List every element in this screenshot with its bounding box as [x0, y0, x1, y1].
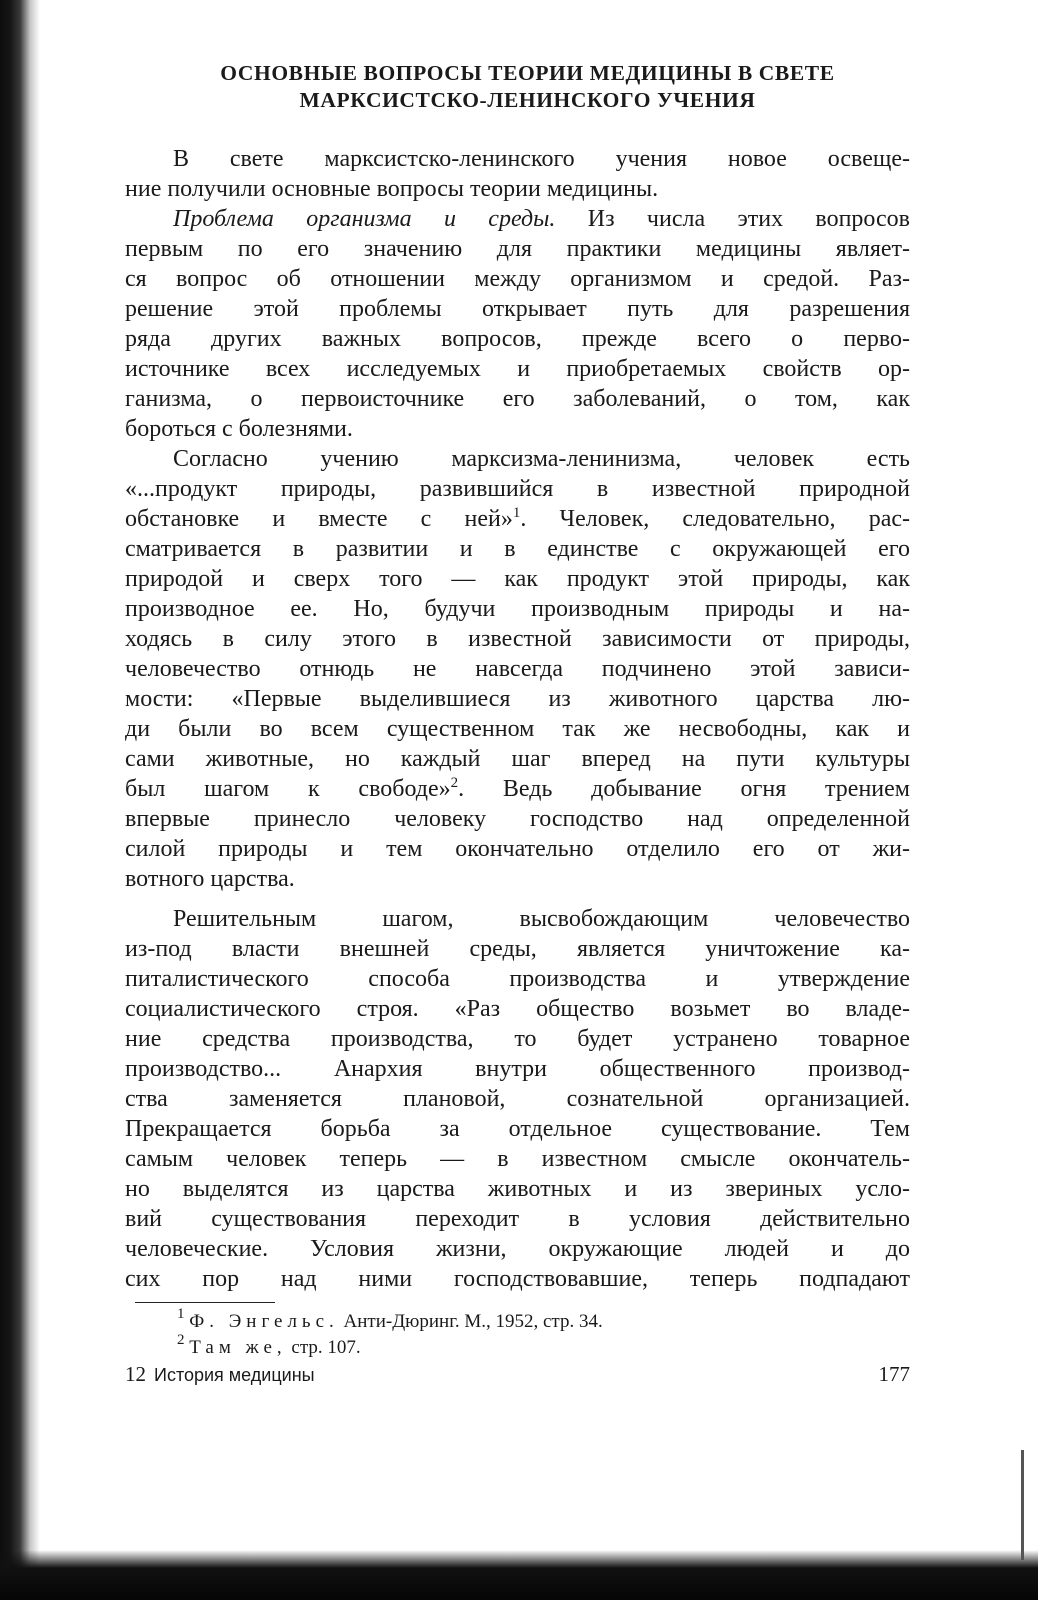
text-line: человеческие. Условия жизни, окружающие людей и до: [125, 1236, 910, 1262]
footnote-number: 2: [177, 1332, 185, 1348]
text-line: ди были во всем существенном так же несвободны, как и: [125, 716, 910, 742]
text-line: «...продукт природы, развившийся в известной природной: [125, 476, 910, 502]
text-line: [125, 504, 910, 534]
text-line: социалистического строя. «Раз общество возьмет во владе-: [125, 996, 910, 1022]
text-line: из-под власти внешней среды, является уничтожение ка-: [125, 936, 910, 962]
text-line: решение этой проблемы открывает путь для разрешения: [125, 296, 910, 322]
text-line: природой и сверх того — как продукт этой природы, как: [125, 566, 910, 592]
page-title: [125, 60, 910, 114]
text-line: В свете марксистско-ленинского учения новое освеще-: [173, 146, 910, 172]
text-line: ся вопрос об отношении между организмом и средой. Раз-: [125, 266, 910, 292]
text-line: впервые принесло человеку господство над определенной: [125, 806, 910, 832]
text-line: [125, 774, 910, 804]
text-line: производное ее. Но, будучи производным природы и на-: [125, 596, 910, 622]
text-span: . Человек, следовательно, рас-: [520, 506, 910, 532]
text-line: сматривается в развитии и в единстве с окружающей его: [125, 536, 910, 562]
signature-number: 12: [125, 1362, 146, 1386]
text-line: ряда других важных вопросов, прежде всего о перво-: [125, 326, 910, 352]
text-line: человечество отнюдь не навсегда подчинено этой зависи-: [125, 656, 910, 682]
footnotes: [125, 1306, 910, 1361]
text-line: бороться с болезнями.: [125, 416, 353, 442]
text-line: первым по его значению для практики медицины являет-: [125, 236, 910, 262]
text-line: силой природы и тем окончательно отделило его от жи-: [125, 836, 910, 862]
footnote-text: стр. 107.: [286, 1337, 361, 1358]
text-line: Решительным шагом, высвобождающим человечество: [173, 906, 910, 932]
footnote-2: [125, 1332, 910, 1361]
signature-text: История медицины: [154, 1365, 315, 1385]
footnote-divider: [135, 1302, 275, 1303]
text-line: мости: «Первые выделившиеся из животного царства лю-: [125, 686, 910, 712]
text-line: питалистического способа производства и утверждение: [125, 966, 910, 992]
paragraph-3: [125, 444, 910, 894]
text-line: источнике всех исследуемых и приобретаемых свойств ор-: [125, 356, 910, 382]
text-span: . Ведь добывание огня трением: [458, 776, 910, 802]
footnote-author: Ф. Энгельс.: [189, 1311, 339, 1332]
text-line: ние средства производства, то будет устранено товарное: [125, 1026, 910, 1052]
footnote-ref-1: 1: [512, 505, 521, 521]
footnote-author: Там же,: [189, 1337, 287, 1358]
text-line: самым человек теперь — в известном смысле окончатель-: [125, 1146, 910, 1172]
paragraph-2: [125, 204, 910, 444]
footnote-text: Анти-Дюринг. М., 1952, стр. 34.: [338, 1311, 603, 1332]
text-line: сами животные, но каждый шаг вперед на пути культуры: [125, 746, 910, 772]
title-line-1: ОСНОВНЫЕ ВОПРОСЫ ТЕОРИИ МЕДИЦИНЫ В СВЕТЕ: [220, 61, 835, 85]
text-span: обстановке и вместе с ней»: [125, 506, 513, 532]
text-line: вотного царства.: [125, 866, 295, 892]
text-line: но выделятся из царства животных и из звериных усло-: [125, 1176, 910, 1202]
paragraph-1: [125, 144, 910, 204]
page-content: [125, 60, 910, 1361]
page-number: 177: [878, 1362, 910, 1386]
text-line: производство... Анархия внутри общественного производ-: [125, 1056, 910, 1082]
text-span: был шагом к свободе»: [125, 776, 451, 802]
footnote-ref-2: 2: [450, 775, 459, 791]
text-line: ства заменяется плановой, сознательной организацией.: [125, 1086, 910, 1112]
footnote-1: [125, 1306, 910, 1335]
body-text: [125, 144, 910, 1294]
book-spine-shadow: [0, 0, 40, 1600]
right-edge-mark: [1021, 1450, 1024, 1560]
text-line: Согласно учению марксизма-ленинизма, человек есть: [173, 446, 910, 472]
footnote-number: 1: [177, 1306, 185, 1322]
italic-heading: Проблема организма и среды.: [173, 206, 556, 232]
text-span: Из числа этих вопросов: [555, 206, 911, 232]
text-line: ходясь в силу этого в известной зависимости от природы,: [125, 626, 910, 652]
text-line: сих пор над ними господствовавшие, теперь подпадают: [125, 1266, 910, 1292]
text-line: ганизма, о первоисточнике его заболеваний, о том, как: [125, 386, 910, 412]
text-line: [125, 204, 910, 234]
printer-signature: [125, 1362, 315, 1387]
text-line: Прекращается борьба за отдельное существование. Тем: [125, 1116, 910, 1142]
text-line: ние получили основные вопросы теории медицины.: [125, 176, 659, 202]
title-line-2: МАРКСИСТСКО-ЛЕНИНСКОГО УЧЕНИЯ: [299, 88, 756, 112]
paragraph-gap: [125, 894, 910, 904]
page-bottom-edge: [0, 1550, 1038, 1600]
paragraph-4: [125, 904, 910, 1294]
text-line: вий существования переходит в условия действительно: [125, 1206, 910, 1232]
